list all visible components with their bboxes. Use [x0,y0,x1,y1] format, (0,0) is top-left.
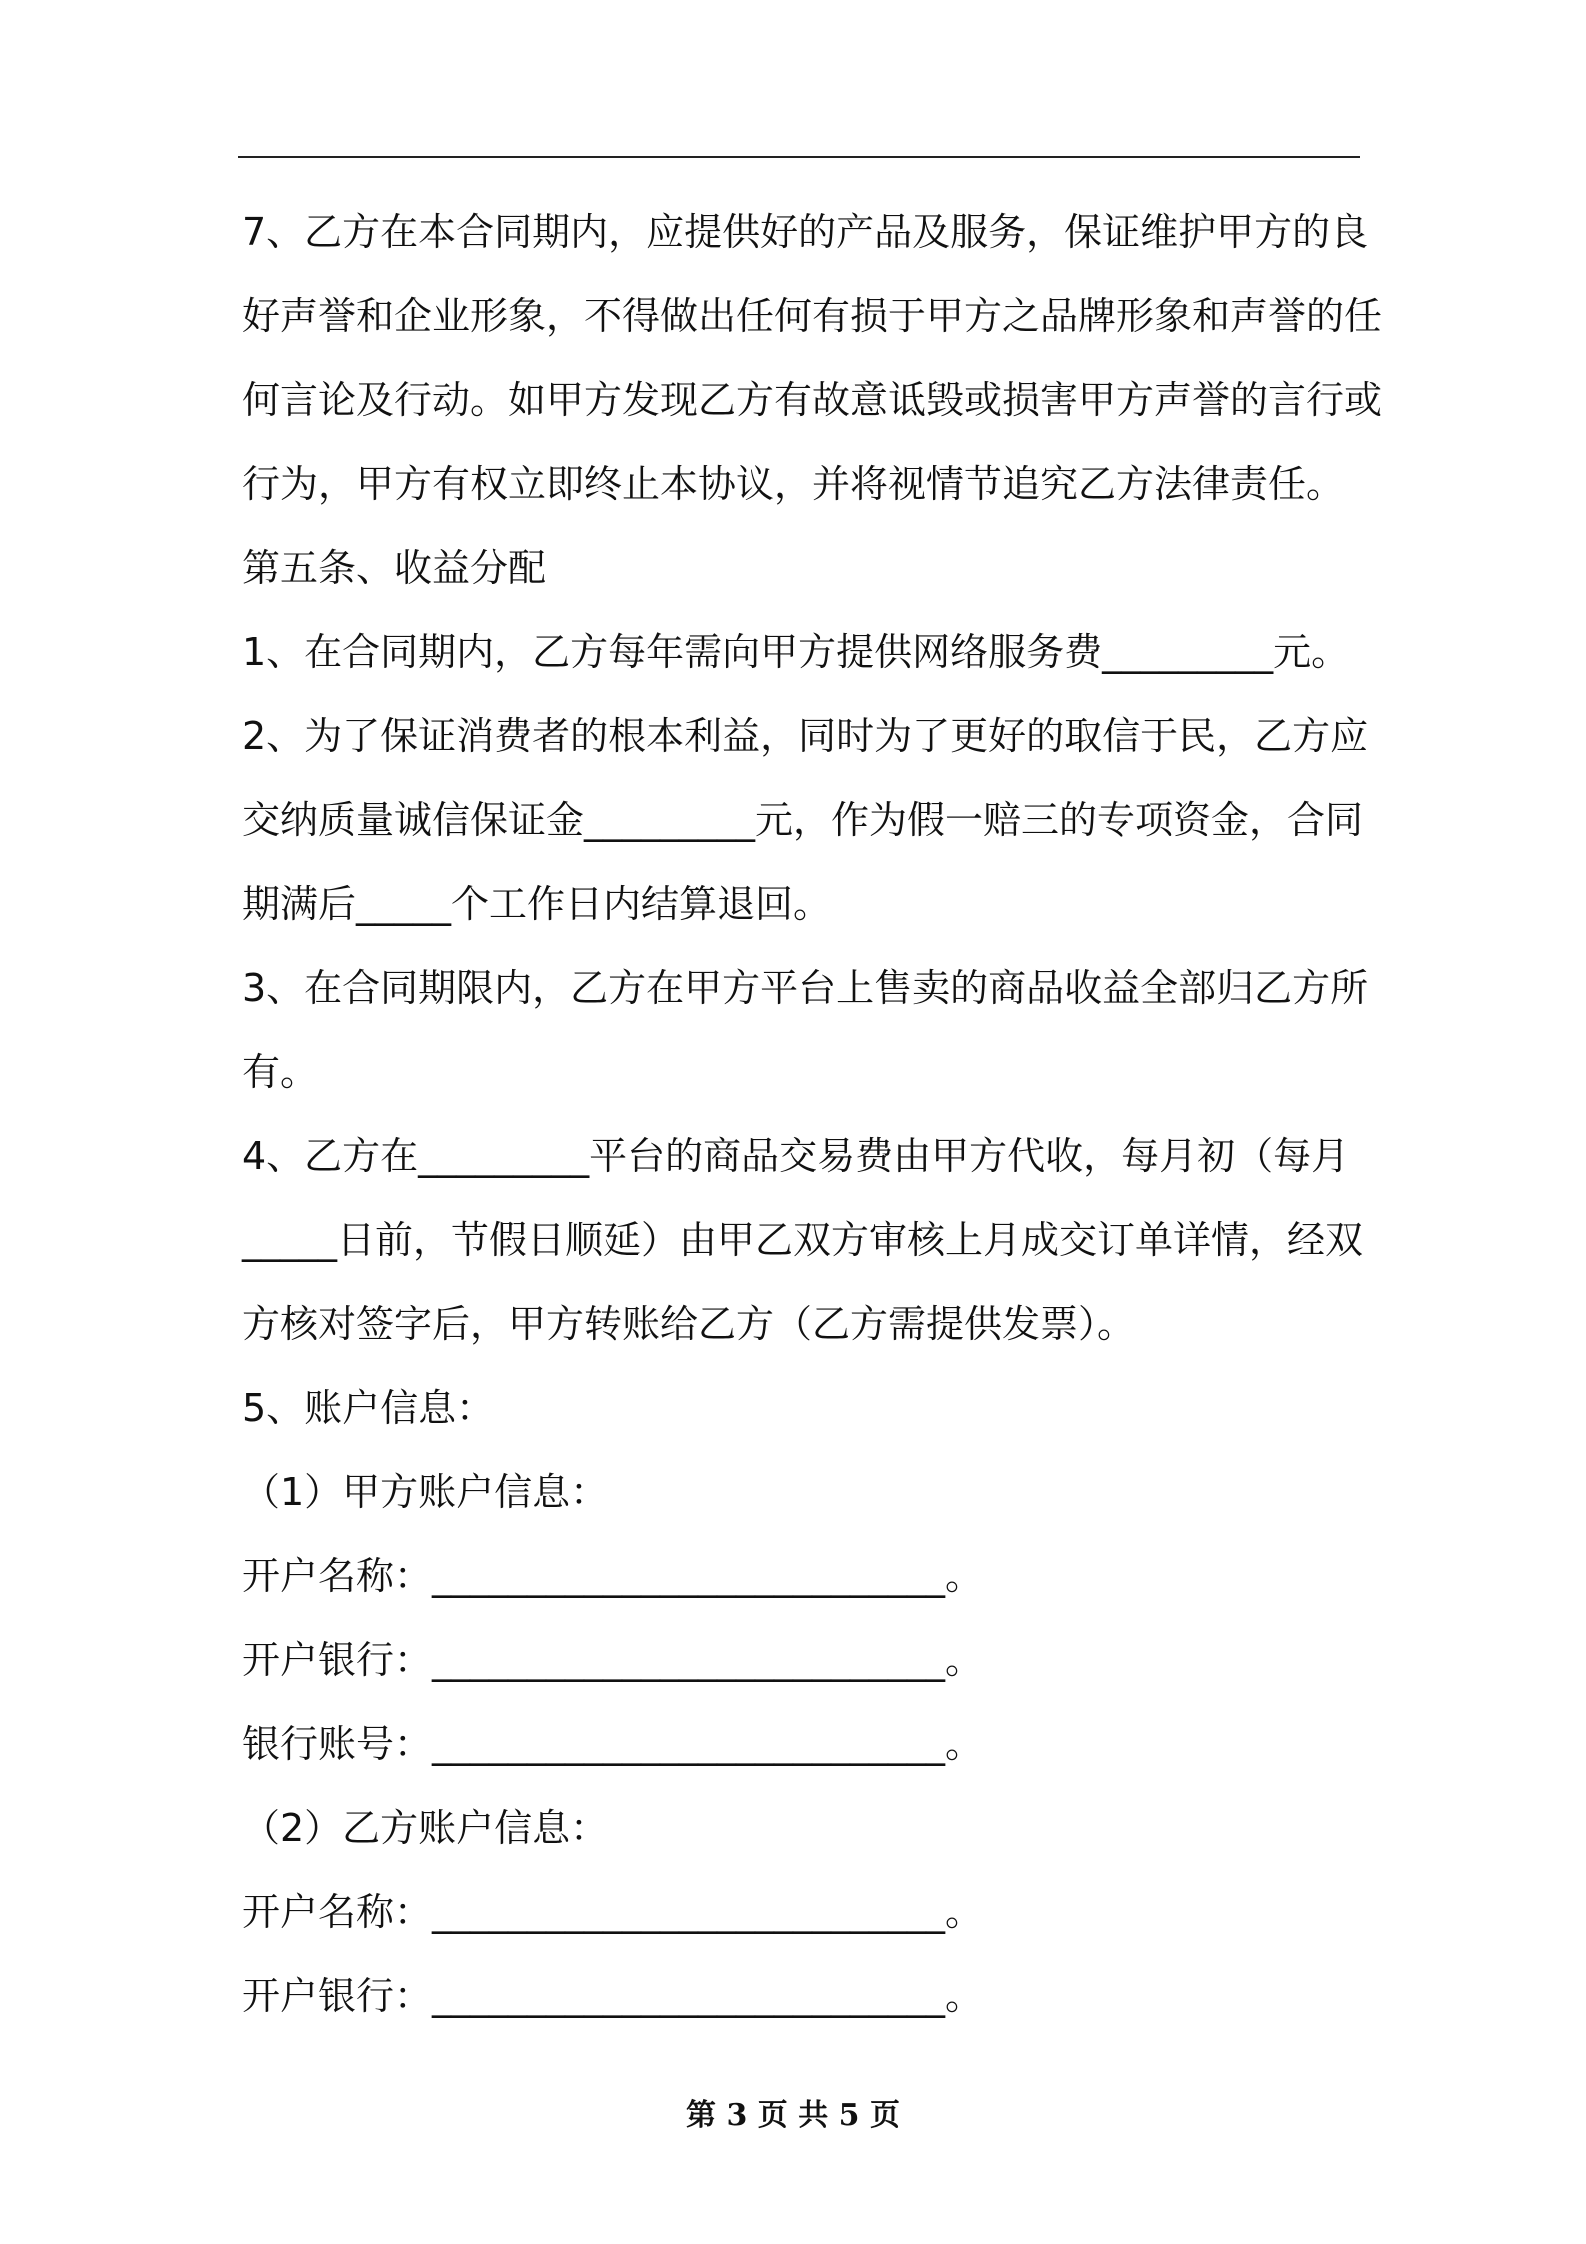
clause-7-line-1: 7、乙方在本合同期内，应提供好的产品及服务，保证维护甲方的良 [242,210,1369,254]
page-number: 第 3 页 共 5 页 [686,2098,900,2133]
revenue-item-3-line-1: 3、在合同期限内，乙方在甲方平台上售卖的商品收益全部归乙方所 [242,966,1369,1010]
clause-7-line-2: 好声誉和企业形象，不得做出任何有损于甲方之品牌形象和声誉的任 [242,294,1383,338]
clause-7-line-3: 何言论及行动。如甲方发现乙方有故意诋毁或损害甲方声誉的言行或 [242,378,1383,422]
revenue-item-4-line-2: _____日前，节假日顺延）由甲乙双方审核上月成交订单详情，经双 [242,1218,1364,1262]
revenue-item-2-line-2: 交纳质量诚信保证金_________元，作为假一赔三的专项资金，合同 [242,798,1364,842]
revenue-item-2-line-1: 2、为了保证消费者的根本利益，同时为了更好的取信于民，乙方应 [242,714,1369,758]
clause-7-line-4: 行为，甲方有权立即终止本协议，并将视情节追究乙方法律责任。 [242,462,1345,506]
party-a-account-name: 开户名称：___________________________。 [242,1554,984,1598]
revenue-item-4-line-1: 4、乙方在_________平台的商品交易费由甲方代收，每月初（每月 [242,1134,1350,1178]
revenue-item-4-line-3: 方核对签字后，甲方转账给乙方（乙方需提供发票）。 [242,1302,1136,1346]
party-b-bank: 开户银行：___________________________。 [242,1974,984,2018]
revenue-item-3-line-2: 有。 [242,1050,319,1094]
party-a-account-heading: （1）甲方账户信息： [242,1470,609,1514]
revenue-item-2-line-3: 期满后_____个工作日内结算退回。 [242,882,832,926]
party-b-account-name: 开户名称：___________________________。 [242,1890,984,1934]
section-heading-revenue: 第五条、收益分配 [242,546,547,590]
document-body [242,190,1383,2038]
party-b-account-heading: （2）乙方账户信息： [242,1806,609,1850]
party-a-account-number: 银行账号：___________________________。 [242,1722,984,1766]
revenue-item-1: 1、在合同期内，乙方每年需向甲方提供网络服务费_________元。 [242,630,1350,674]
party-a-bank: 开户银行：___________________________。 [242,1638,984,1682]
header-rule [238,156,1360,158]
revenue-item-5: 5、账户信息： [242,1386,495,1430]
